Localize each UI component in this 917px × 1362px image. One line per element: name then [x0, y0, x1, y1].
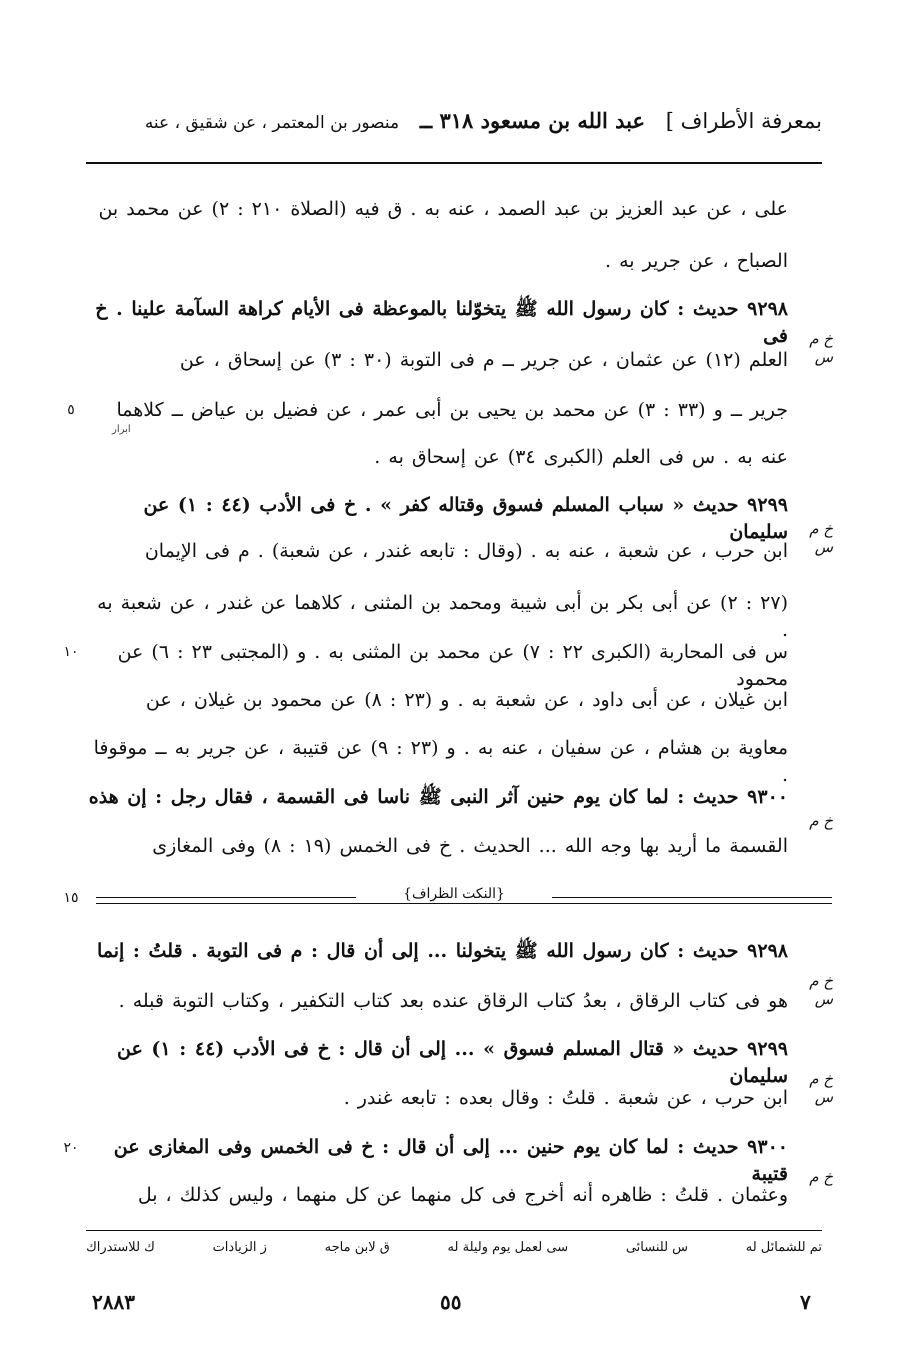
- header-rule: [86, 162, 822, 164]
- legend-item: تم للشمائل له: [745, 1240, 822, 1255]
- legend-item: ك للاستدراك: [86, 1240, 155, 1255]
- sigla: خ م س: [809, 1070, 833, 1106]
- text-line: ابن غيلان ، عن أبى داود ، عن شعبة به . و (٢٣ : ٨) عن محمود بن غيلان ، عن: [145, 689, 788, 711]
- text-line: معاوية بن هشام ، عن سفيان ، عنه به . و (٢٣ : ٩) عن قتيبة ، عن جرير به ــ موقوفا .: [93, 737, 788, 786]
- text-line: العلم (١٢) عن عثمان ، عن جرير ــ م فى التوبة (٣٠ : ٣) عن إسحاق ، عن: [179, 349, 788, 371]
- note-line: هو فى كتاب الرقاق ، بعدُ كتاب الرقاق عنده بعد كتاب التكفير ، وكتاب التوبة قبله .: [118, 990, 788, 1012]
- line-number: ١٠: [63, 644, 79, 660]
- text-line: س فى المحاربة (الكبرى ٢٢ : ٧) عن محمد بن المثنى به . و (المجتبى ٢٣ : ٦) عن محمود: [117, 641, 788, 690]
- header-right: بمعرفة الأطراف ]: [665, 109, 822, 133]
- header-center: عبد الله بن مسعود ٣١٨ ــ: [419, 108, 646, 133]
- text-line: ٩٢٩٩ حديث « سباب المسلم فسوق وقتاله كفر » . خ فى الأدب (٤٤ : ١) عن سليمان: [143, 494, 788, 543]
- volume-number: ٧: [800, 1290, 811, 1314]
- note-line: ٩٢٩٨ حديث : كان رسول الله ﷺ يتخولنا ... إلى أن قال : م فى التوبة . قلتُ : إنما: [96, 940, 788, 962]
- sigla: خ م س: [809, 520, 833, 556]
- sigla: خ م: [809, 1168, 833, 1186]
- total-page-number: ٢٨٨٣: [92, 1290, 135, 1314]
- sigla: خ م س: [809, 330, 833, 366]
- text-line: ٩٢٩٨ حديث : كان رسول الله ﷺ يتخوّلنا بالموعظة فى الأيام كراهة السآمة علينا . خ فى: [95, 298, 788, 347]
- sigla: خ م س: [809, 972, 833, 1008]
- sigla: خ م: [809, 812, 833, 830]
- note-line: ٩٣٠٠ حديث : لما كان يوم حنين ... إلى أن قال : خ فى الخمس وفى المغازى عن قتيبة: [113, 1136, 788, 1185]
- footer-rule: [86, 1230, 822, 1231]
- text-line: ابن حرب ، عن شعبة ، عنه به . (وقال : تابعه غندر ، عن شعبة) . م فى الإيمان: [144, 540, 788, 562]
- margin-mark: ابرار: [112, 424, 131, 435]
- line-number: ١٥: [63, 890, 79, 906]
- sigla-legend: [86, 1240, 822, 1255]
- text-line: الصباح ، عن جرير به .: [605, 250, 788, 272]
- line-number: ٥: [67, 402, 75, 418]
- header-left: منصور بن المعتمر ، عن شقيق ، عنه: [144, 113, 400, 133]
- page-number: ٥٥: [440, 1290, 462, 1314]
- text-line: جرير ــ و (٣٣ : ٣) عن محمد بن يحيى بن أبى عمر ، عن فضيل بن عياض ــ كلاهما: [116, 399, 788, 421]
- text-line: (٢٧ : ٢) عن أبى بكر بن أبى شيبة ومحمد بن المثنى ، كلاهما عن غندر ، عن شعبة به .: [97, 592, 788, 641]
- note-line: ابن حرب ، عن شعبة . قلتُ : وقال بعده : تابعه غندر .: [343, 1087, 788, 1109]
- separator-label: {النكت الظراف}: [356, 886, 552, 902]
- text-line: ٩٣٠٠ حديث : لما كان يوم حنين آثر النبى ﷺ ناسا فى القسمة ، فقال رجل : إن هذه: [88, 786, 788, 808]
- note-line: ٩٢٩٩ حديث « قتال المسلم فسوق » ... إلى أن قال : خ فى الأدب (٤٤ : ١) عن سليمان: [116, 1038, 788, 1087]
- note-line: وعثمان . قلتُ : ظاهره أنه أخرج فى كل منهما عن كل منهما ، وليس كذلك ، بل: [137, 1184, 788, 1206]
- legend-item: سى لعمل يوم وليلة له: [447, 1240, 569, 1255]
- text-line: على ، عن عبد العزيز بن عبد الصمد ، عنه به . ق فيه (الصلاة ٢١٠ : ٢) عن محمد بن: [98, 198, 788, 220]
- legend-item: ز الزيادات: [212, 1240, 267, 1255]
- text-line: القسمة ما أريد بها وجه الله ... الحديث . خ فى الخمس (١٩ : ٨) وفى المغازى: [152, 835, 788, 857]
- legend-item: ق لابن ماجه: [324, 1240, 390, 1255]
- line-number: ٢٠: [63, 1140, 79, 1156]
- text-line: عنه به . س فى العلم (الكبرى ٣٤) عن إسحاق به .: [374, 446, 788, 468]
- legend-item: س للنسائى: [625, 1240, 689, 1255]
- running-header: [86, 108, 822, 154]
